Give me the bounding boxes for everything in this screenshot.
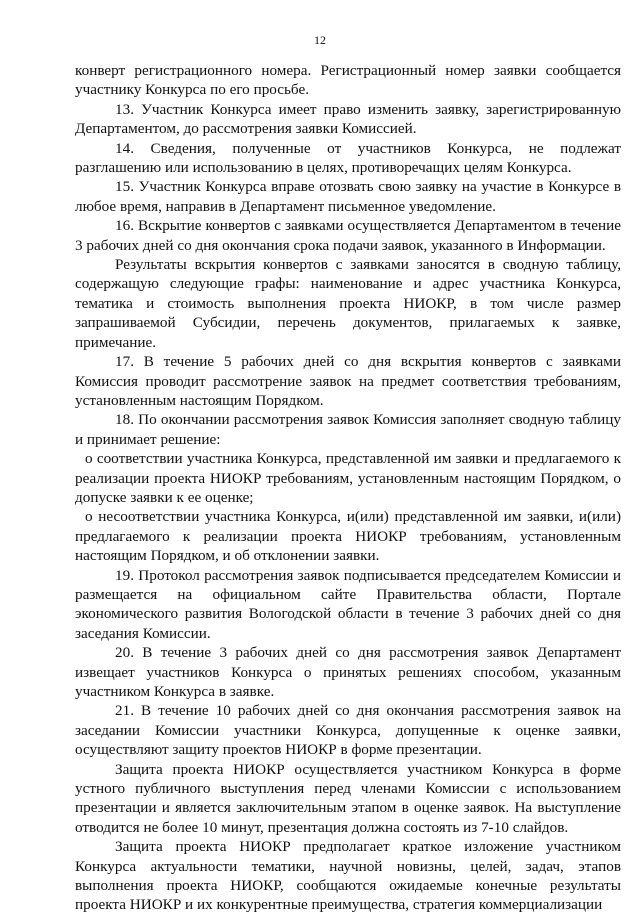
paragraph-results: Результаты вскрытия конвертов с заявками заносятся в сводную таблицу, содержащую следующие графы: наименование и адрес участника Конкурса, тематика и стоимость выполнения проекта НИОКР, в том числе размер запрашиваемой Субсидии, перечень документов, прилагаемых к заявке, примечание.: [75, 256, 621, 351]
paragraph-item-16: 16. Вскрытие конвертов с заявками осуществляется Департаментом в течение 3 рабочих дней со дня окончания срока подачи заявок, указанного в Информации.: [75, 217, 621, 254]
paragraph-bullet-compliance: о соответствии участника Конкурса, представленной им заявки и предлагаемого к реализации проекта НИОКР требованиям, установленным настоящим Порядком, о допуске заявки к ее оценке;: [75, 450, 621, 506]
paragraph-bullet-noncompliance: о несоответствии участника Конкурса, и(или) представленной им заявки, и(или) предлагаемого к реализации проекта НИОКР требованиям, установленным настоящим Порядком, и об отклонении заявки.: [75, 508, 621, 565]
paragraph-continuation: конверт регистрационного номера. Регистрационный номер заявки сообщается участнику Конкурса по его просьбе.: [75, 62, 621, 99]
paragraph-item-19: 19. Протокол рассмотрения заявок подписывается председателем Комиссии и размещается на официальном сайте Правительства области, Портале экономического развития Вологодской области в течение 3 рабочих дней со дня заседания Комиссии.: [75, 566, 621, 642]
paragraph-item-21: 21. В течение 10 рабочих дней со дня окончания рассмотрения заявок на заседании Комиссии участники Конкурса, допущенные к оценке заявки, осуществляют защиту проектов НИОКР в форме презентации.: [75, 702, 621, 759]
paragraph-item-13: 13. Участник Конкурса имеет право изменить заявку, зарегистрированную Департаментом, до рассмотрения заявки Комиссией.: [75, 100, 621, 138]
paragraph-defense-content: Защита проекта НИОКР предполагает краткое изложение участником Конкурса актуальности тематики, научной новизны, целей, задач, этапов выполнения проекта НИОКР, сообщаются ожидаемые конечные результаты проекта НИОКР и их конкурентные преимущества, стратегия коммерциализации: [75, 838, 621, 914]
paragraph-item-20: 20. В течение 3 рабочих дней со дня рассмотрения заявок Департамент извещает участников Конкурса о принятых решениях способом, указанным участником Конкурса в заявке.: [75, 644, 621, 700]
document-body: [75, 61, 621, 915]
paragraph-item-17: 17. В течение 5 рабочих дней со дня вскрытия конвертов с заявками Комиссия проводит рассмотрение заявок на предмет соответствия требованиям, установленным настоящим Порядком.: [75, 353, 621, 409]
page-number: 12: [314, 33, 326, 47]
paragraph-item-14: 14. Сведения, полученные от участников Конкурса, не подлежат разглашению или использованию в целях, противоречащих целям Конкурса.: [75, 139, 621, 177]
paragraph-item-15: 15. Участник Конкурса вправе отозвать свою заявку на участие в Конкурсе в любое время, направив в Департамент письменное уведомление.: [75, 178, 621, 215]
paragraph-item-18: 18. По окончании рассмотрения заявок Комиссия заполняет сводную таблицу и принимает решение:: [75, 411, 621, 448]
paragraph-defense: Защита проекта НИОКР осуществляется участником Конкурса в форме устного публичного выступления перед членами Комиссии с использованием презентации и является заключительным этапом в оценке заявок. На выступление отводится не более 10 минут, презентация должна состоять из 7-10 слайдов.: [75, 760, 621, 836]
